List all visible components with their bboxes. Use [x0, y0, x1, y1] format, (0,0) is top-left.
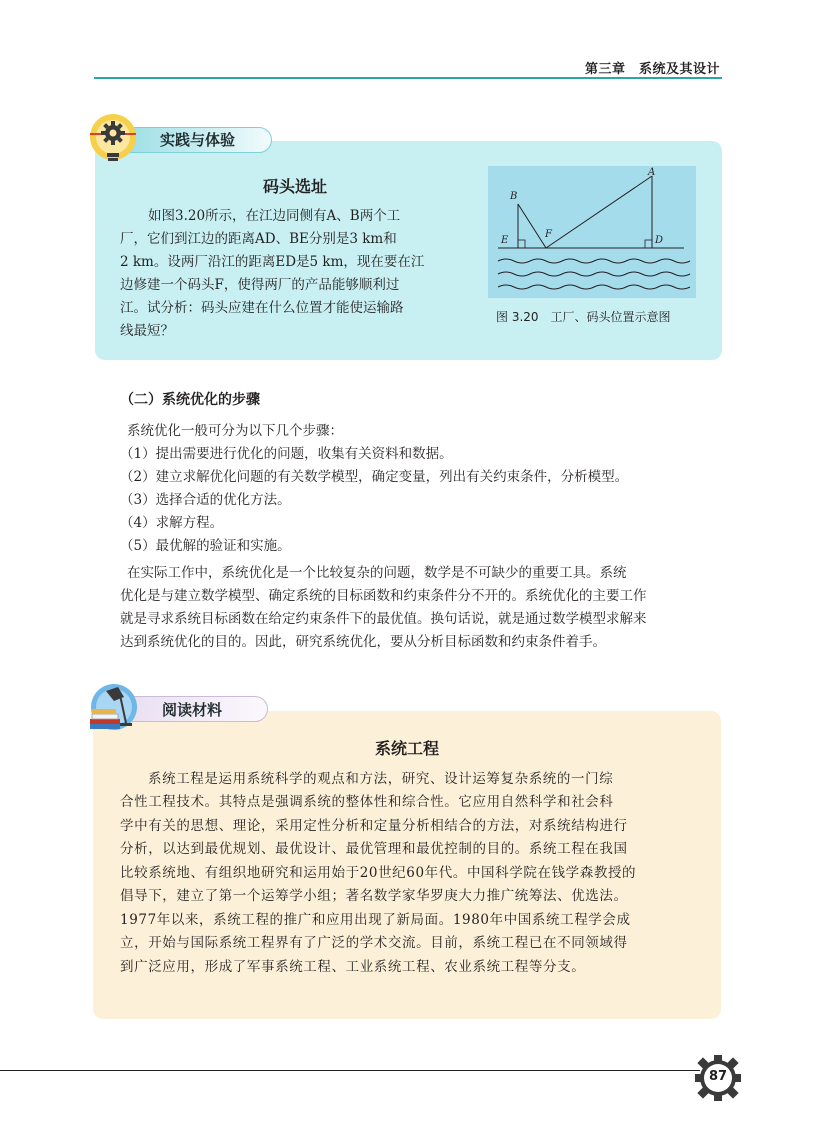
practice-title: 码头选址 [262, 177, 327, 196]
body-text-line: 就是寻求系统目标函数在给定约束条件下的最优值。换句话说，就是通过数学模型求解来 [120, 611, 647, 627]
body-text-line: （3）选择合适的优化方法。 [120, 492, 291, 508]
practice-text-line: 江。试分析：码头应建在什么位置才能使运输路 [120, 300, 404, 316]
figure-caption: 图 3.20 工厂、码头位置示意图 [496, 310, 671, 324]
body-text-line: （2）建立求解优化问题的有关数学模型，确定变量，列出有关约束条件，分析模型。 [120, 469, 629, 485]
body-text-line: 在实际工作中，系统优化是一个比较复杂的问题，数学是不可缺少的重要工具。系统 [127, 565, 627, 581]
practice-text-line: 边修建一个码头F，使得两厂的产品能够顺利过 [120, 277, 400, 293]
reading-text-line: 到广泛应用，形成了军事系统工程、工业系统工程、农业系统工程等分支。 [120, 959, 586, 975]
body-text-line: （1）提出需要进行优化的问题，收集有关资料和数据。 [120, 446, 453, 462]
reading-text-line: 合性工程技术。其特点是强调系统的整体性和综合性。它应用自然科学和社会科 [120, 794, 614, 810]
body-text-line: （5）最优解的验证和实施。 [120, 538, 291, 554]
body-text-line: 优化是与建立数学模型、确定系统的目标函数和约束条件分不开的。系统优化的主要工作 [120, 588, 647, 604]
figure-label-e: E [501, 235, 509, 246]
reading-tab-label: 阅读材料 [162, 701, 223, 719]
dock-location-figure [488, 166, 696, 298]
reading-text-line: 系统工程是运用系统科学的观点和方法，研究、设计运筹复杂系统的一门综 [148, 771, 614, 787]
figure-label-d: D [655, 235, 664, 246]
section-heading: （二）系统优化的步骤 [120, 392, 260, 408]
practice-text-line: 厂，它们到江边的距离AD、BE分别是3 km和 [120, 231, 397, 247]
practice-text-line: 2 km。设两厂沿江的距离ED是5 km，现在要在江 [120, 254, 425, 270]
reading-text-line: 倡导下，建立了第一个运筹学小组；著名数学家华罗庚大力推广统筹法、优选法。 [120, 888, 628, 904]
practice-tab-label: 实践与体验 [160, 131, 236, 149]
header-rule [94, 77, 722, 79]
reading-lamp-books-icon [84, 683, 140, 735]
reading-text-line: 分析，以达到最优规划、最优设计、最优管理和最优控制的目的。系统工程在我国 [120, 841, 628, 857]
figure-label-b: B [510, 191, 518, 202]
footer-rule [0, 1070, 700, 1071]
reading-text-line: 1977年以来，系统工程的推广和应用出现了新局面。1980年中国系统工程学会成 [120, 912, 631, 928]
chapter-header: 第三章 系统及其设计 [584, 62, 720, 77]
practice-text-line: 如图3.20所示，在江边同侧有A、B两个工 [148, 208, 401, 224]
practice-text-line: 线最短？ [120, 323, 174, 339]
body-text-line: （4）求解方程。 [120, 515, 224, 531]
reading-text-line: 立，开始与国际系统工程界有了广泛的学术交流。目前，系统工程已在不同领域得 [120, 935, 628, 951]
reading-title: 系统工程 [374, 739, 439, 758]
page-number: 87 [708, 1069, 728, 1084]
body-text-line: 达到系统优化的目的。因此，研究系统优化，要从分析目标函数和约束条件着手。 [120, 634, 606, 650]
figure-label-f: F [545, 229, 552, 240]
body-text-line: 系统优化一般可分为以下几个步骤： [127, 423, 343, 439]
reading-text-line: 比较系统地、有组织地研究和运用始于20世纪60年代。中国科学院在钱学森教授的 [120, 865, 637, 881]
figure-label-a: A [648, 167, 656, 178]
lightbulb-gear-icon [88, 113, 138, 168]
reading-text-line: 学中有关的思想、理论，采用定性分析和定量分析相结合的方法，对系统结构进行 [120, 818, 628, 834]
